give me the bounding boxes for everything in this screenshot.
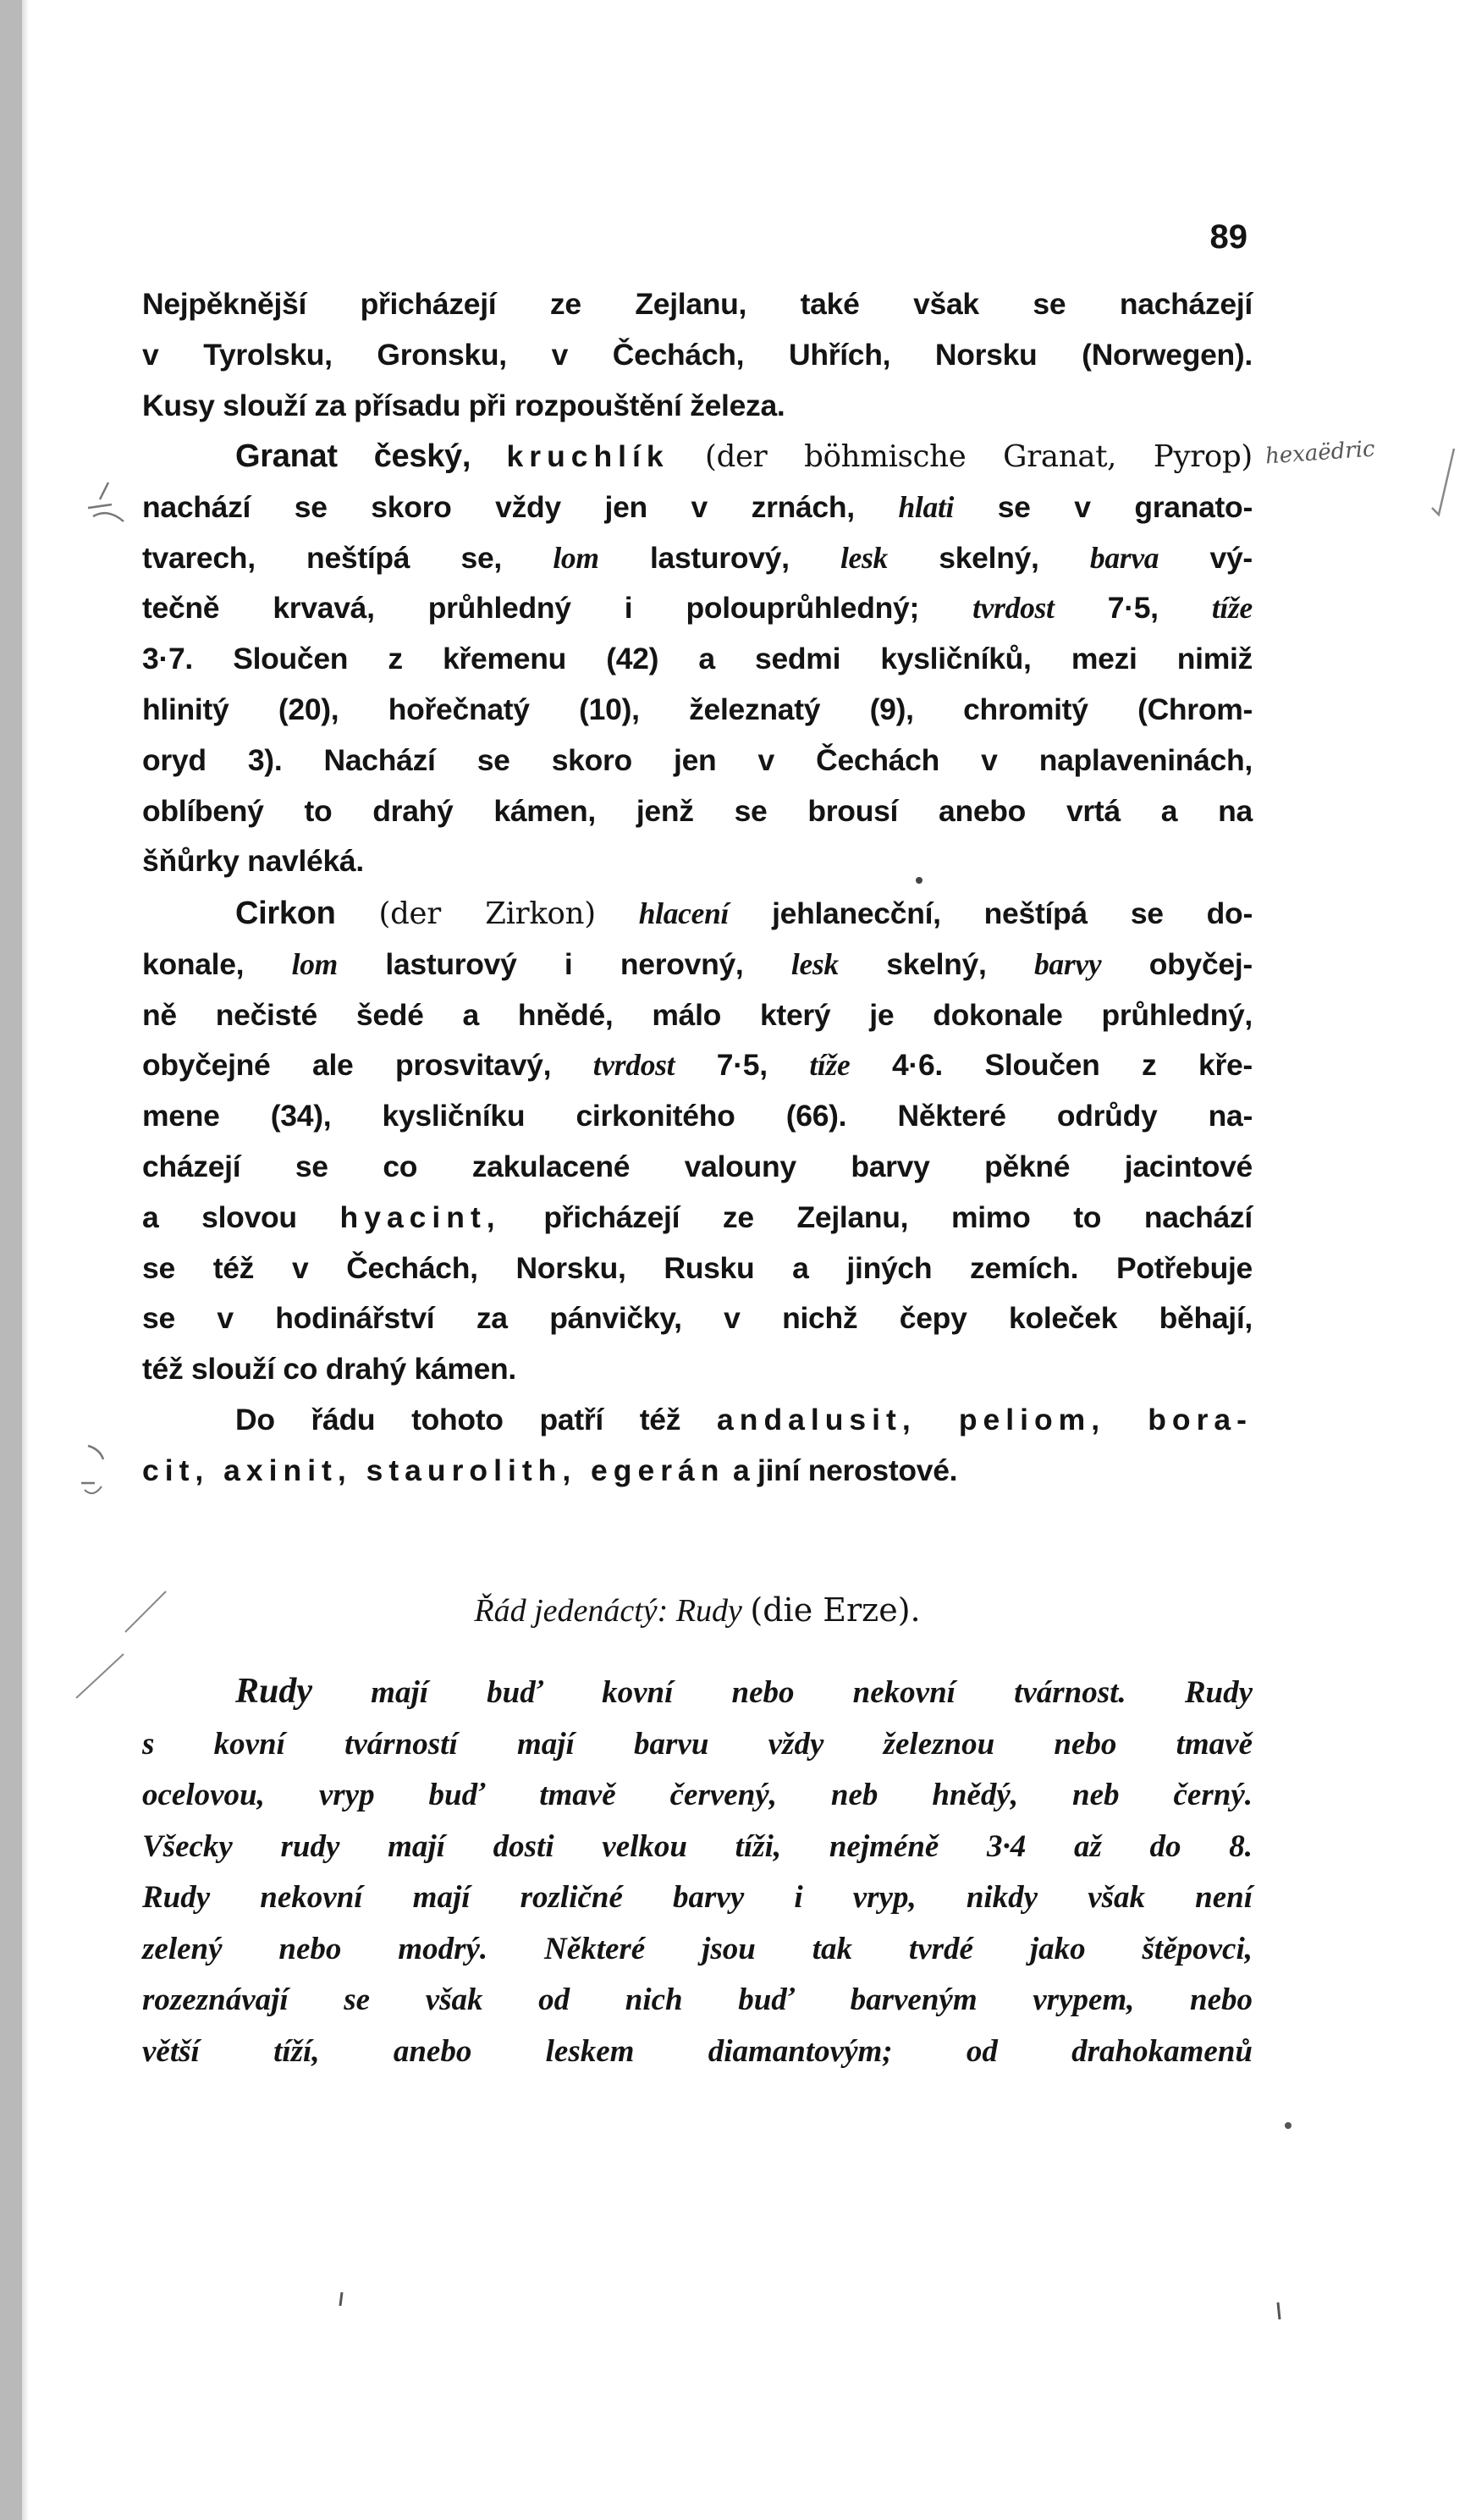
text-run: obyčejné ale prosvitavý, <box>142 1048 552 1083</box>
text-run: mají buď kovní nebo nekovní tvárnost. Rudy <box>371 1675 1253 1710</box>
term-hlaceni: hlacení <box>638 896 730 930</box>
text-line: v Tyrolsku, Gronsku, v Čechách, Uhřích, Norsku (Norwegen). <box>142 337 1253 372</box>
text-run: jehlanecční, neštípá se do- <box>772 896 1253 930</box>
text-line: hlinitý (20), hořečnatý (10), železnatý (9), chromitý (Chrom- <box>142 692 1253 726</box>
text-run: konale, <box>142 946 245 981</box>
pencil-slash <box>76 1654 124 1698</box>
term-lesk: lesk <box>840 540 888 575</box>
text-run: vý- <box>1209 540 1253 575</box>
pencil-hook <box>1432 449 1454 515</box>
term-hlati: hlati <box>898 489 955 524</box>
text-run: a slovou <box>142 1199 297 1234</box>
text-line: zelený nebo modrý. Některé jsou tak tvrdé jako štěpovci, <box>142 1931 1253 1966</box>
heading-german: (die Erze). <box>750 1591 921 1629</box>
heading-name: Rudy <box>675 1593 742 1629</box>
text-run: 7·5, <box>1107 591 1159 626</box>
term-lom: lom <box>553 540 599 575</box>
text-line: větší tíží, anebo leskem diamantovým; od drahokamenů <box>142 2033 1253 2069</box>
handwritten-margin-note: hexaëdric <box>1264 436 1376 470</box>
text-run: a jiní nerostové. <box>733 1453 958 1487</box>
term-lesk: lesk <box>790 946 839 981</box>
text-run: lasturový, <box>649 540 790 575</box>
term-barvy: barvy <box>1033 946 1102 981</box>
text-run: Do řádu tohoto patří též <box>235 1403 681 1436</box>
cirkon-title: Cirkon <box>235 896 336 931</box>
text-run: obyčej- <box>1148 946 1253 981</box>
ink-dot <box>1285 2122 1292 2129</box>
term-hyacint: hyacint, <box>339 1199 501 1234</box>
text-line: Rudy nekovní mají rozličné barvy i vryp, nikdy však není <box>142 1880 1253 1915</box>
text-run: skelný, <box>886 946 987 981</box>
text-line: oryd 3). Nachází se skoro jen v Čechách v naplaveninách, <box>142 742 1253 777</box>
text-line: oblíbený to drahý kámen, jenž se brousí anebo vrtá a na <box>142 793 1253 828</box>
spaced-minerals: cit, axinit, staurolith, egerán <box>142 1453 725 1487</box>
ink-dot <box>916 877 922 884</box>
cirkon-german: (der Zirkon) <box>378 896 596 931</box>
spaced-minerals: andalusit, peliom, bora- <box>717 1403 1253 1436</box>
ink-speck <box>1278 2302 1280 2319</box>
pencil-mark-3b <box>85 1486 102 1493</box>
text-run: 4·6. Sloučen z kře- <box>891 1048 1253 1083</box>
text-line: s kovní tvárností mají barvu vždy železnou nebo tmavě <box>142 1726 1253 1762</box>
text-run: 7·5, <box>716 1048 768 1083</box>
term-tize: tíže <box>809 1048 851 1083</box>
text-line: Kusy slouží za přísadu při rozpouštění železa. <box>142 388 785 422</box>
text-line: ně nečisté šedé a hnědé, málo který je dokonale průhledný, <box>142 997 1253 1032</box>
text-line: se v hodinářství za pánvičky, v nichž čepy koleček běhají, <box>142 1301 1253 1336</box>
text-run: lasturový i nerovný, <box>385 946 744 981</box>
text-run: tečně krvavá, průhledný i polouprůhledný; <box>142 591 919 626</box>
text-line: Nejpěknější přicházejí ze Zejlanu, také však se nacházejí <box>142 287 1253 321</box>
term-tvrdost: tvrdost <box>972 591 1055 626</box>
term-tvrdost: tvrdost <box>592 1048 675 1083</box>
text-line: se též v Čechách, Norsku, Rusku a jiných zemích. Potřebuje <box>142 1250 1253 1285</box>
term-lom: lom <box>291 946 338 981</box>
pencil-mark-3 <box>81 1446 103 1483</box>
text-line: 3·7. Sloučen z křemenu (42) a sedmi kysličníků, mezi nimiž <box>142 642 1253 676</box>
text-line: šňůrky navléká. <box>142 844 364 879</box>
heading-label: Řád jedenáctý: <box>474 1593 669 1629</box>
text-line: též slouží co drahý kámen. <box>142 1352 516 1387</box>
pencil-mark-2 <box>88 482 112 508</box>
pencil-slash <box>125 1591 166 1632</box>
text-run: se v granato- <box>997 489 1253 524</box>
text-line: cházejí se co zakulacené valouny barvy pěkné jacintové <box>142 1149 1253 1183</box>
page-number: 89 <box>1209 218 1247 256</box>
term-tize: tíže <box>1211 591 1253 626</box>
text-line: ocelovou, vryp buď tmavě červený, neb hnědý, neb černý. <box>142 1778 1253 1812</box>
ink-speck <box>340 2292 342 2306</box>
pencil-tick <box>93 513 124 521</box>
text-run: skelný, <box>939 540 1039 575</box>
text-line: mene (34), kysličníku cirkonitého (66). Některé odrůdy na- <box>142 1099 1253 1133</box>
term-barva: barva <box>1089 540 1159 575</box>
text-run: tvarech, neštípá se, <box>142 540 502 575</box>
granat-title: Granat český, <box>235 438 471 474</box>
text-line: rozeznávají se však od nich buď barveným vrypem, nebo <box>142 1982 1253 2017</box>
rudy-first-word: Rudy <box>235 1672 313 1711</box>
granat-german: (der böhmische Granat, Pyrop) <box>705 439 1253 474</box>
text-run: nachází se skoro vždy jen v zrnách, <box>142 489 855 524</box>
text-line: Všecky rudy mají dosti velkou tíži, nejméně 3·4 až do 8. <box>142 1828 1253 1864</box>
granat-spaced-name: kruchlík <box>506 439 669 473</box>
text-run: přicházejí ze Zejlanu, mimo to nachází <box>543 1199 1253 1234</box>
